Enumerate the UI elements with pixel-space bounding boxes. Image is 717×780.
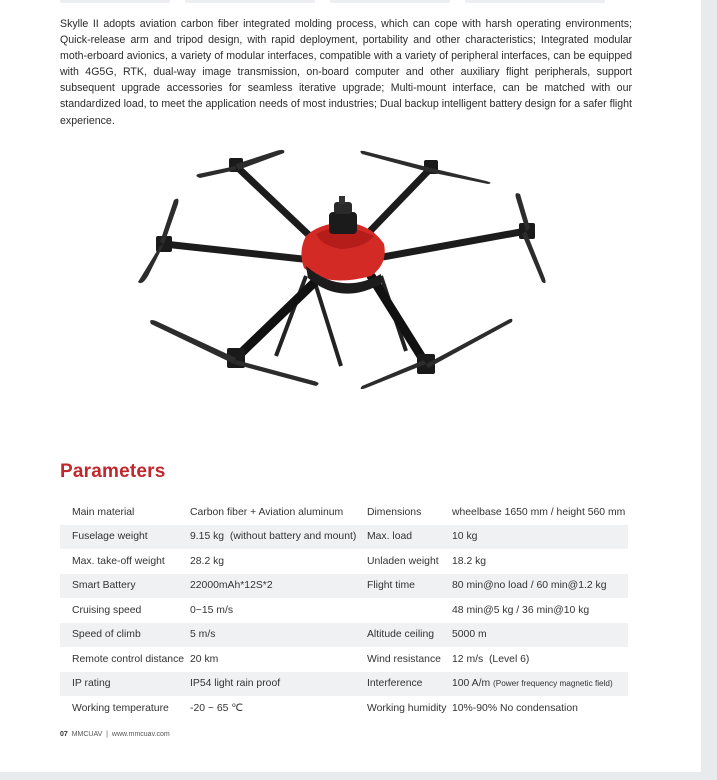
param-label: Max. load <box>367 525 452 550</box>
table-row <box>60 574 628 599</box>
table-row <box>60 598 628 623</box>
param-value: -20 ~ 65 ℃ <box>190 703 243 715</box>
drone-image <box>126 136 566 396</box>
param-label: Dimensions <box>367 506 422 518</box>
table-row <box>60 500 628 525</box>
parameters-heading: Parameters <box>60 461 166 482</box>
param-value: 5 m/s <box>190 623 367 648</box>
param-label: Fuselage weight <box>60 525 190 550</box>
table-row <box>60 623 628 648</box>
param-label: Smart Battery <box>60 574 190 599</box>
drone-body <box>301 196 384 294</box>
page-number: 07 <box>60 731 68 738</box>
table-row <box>60 647 628 672</box>
page-footer <box>60 731 170 738</box>
param-label: Cruising speed <box>72 604 142 616</box>
footer-separator: | <box>106 731 108 738</box>
param-value: 28.2 kg <box>190 555 225 567</box>
param-label: IP rating <box>60 672 190 697</box>
param-label: Max. take-off weight <box>72 555 165 567</box>
param-value: 12 m/s (Level 6) <box>452 653 530 665</box>
param-label: Altitude ceiling <box>367 623 452 648</box>
param-label: Wind resistance <box>367 653 441 665</box>
param-label: Speed of climb <box>60 623 190 648</box>
param-value: 5000 m <box>452 623 628 648</box>
param-value: Carbon fiber + Aviation aluminum <box>190 506 344 518</box>
param-value: 18.2 kg <box>452 555 487 567</box>
param-value: 0~15 m/s <box>190 604 234 616</box>
param-value: wheelbase 1650 mm / height 560 mm <box>452 506 626 518</box>
param-value: IP54 light rain proof <box>190 672 367 697</box>
param-value: 10%-90% No condensation <box>452 702 578 714</box>
top-tab-strip <box>60 0 620 4</box>
param-value: 20 km <box>190 653 219 665</box>
param-label: Unladen weight <box>367 555 439 567</box>
table-row <box>60 549 628 574</box>
table-row <box>60 525 628 550</box>
param-label: Working humidity <box>367 702 447 714</box>
param-label: Flight time <box>367 574 452 599</box>
table-row <box>60 672 628 697</box>
param-label: Interference <box>367 672 452 697</box>
table-row <box>60 696 628 721</box>
footer-url: www.mmcuav.com <box>111 731 170 738</box>
param-value: 9.15 kg (without battery and mount) <box>190 525 367 550</box>
param-note: (Power frequency magnetic field) <box>493 679 613 689</box>
intro-paragraph: Skylle II adopts aviation carbon fiber integrated molding process, which can cope with harsh operating environments; Quick-release arm and tripod design, with rapid deployment, portability and other characteristics; Integrated modular moth-erboard avionics, a variety of modular interfaces, compatible with a variety of peripheral interfaces, can be equipped with 4G5G, RTK, dual-way image transmission, on-board computer and other auxiliary flight peripherals, support subsequent upgrade accessories for seamless iterative upgrade; Multi-mount interface, can be matched with our standardized load, to meet the application needs of most industries; Dual backup intelligent battery design for a safer flight experience. <box>60 18 632 127</box>
param-value: 22000mAh*12S*2 <box>190 574 367 599</box>
param-value: 80 min@no load / 60 min@1.2 kg <box>452 574 628 599</box>
param-value: 100 A/m <box>452 678 491 690</box>
param-value: 48 min@5 kg / 36 min@10 kg <box>452 604 590 616</box>
param-label <box>367 598 452 623</box>
param-value: 10 kg <box>452 525 628 550</box>
footer-brand: MMCUAV <box>71 731 103 738</box>
param-label: Main material <box>72 506 135 518</box>
param-label: Working temperature <box>72 702 169 714</box>
param-label: Remote control distance <box>72 653 185 665</box>
param-value-cell <box>452 672 628 697</box>
parameters-table <box>60 500 628 721</box>
